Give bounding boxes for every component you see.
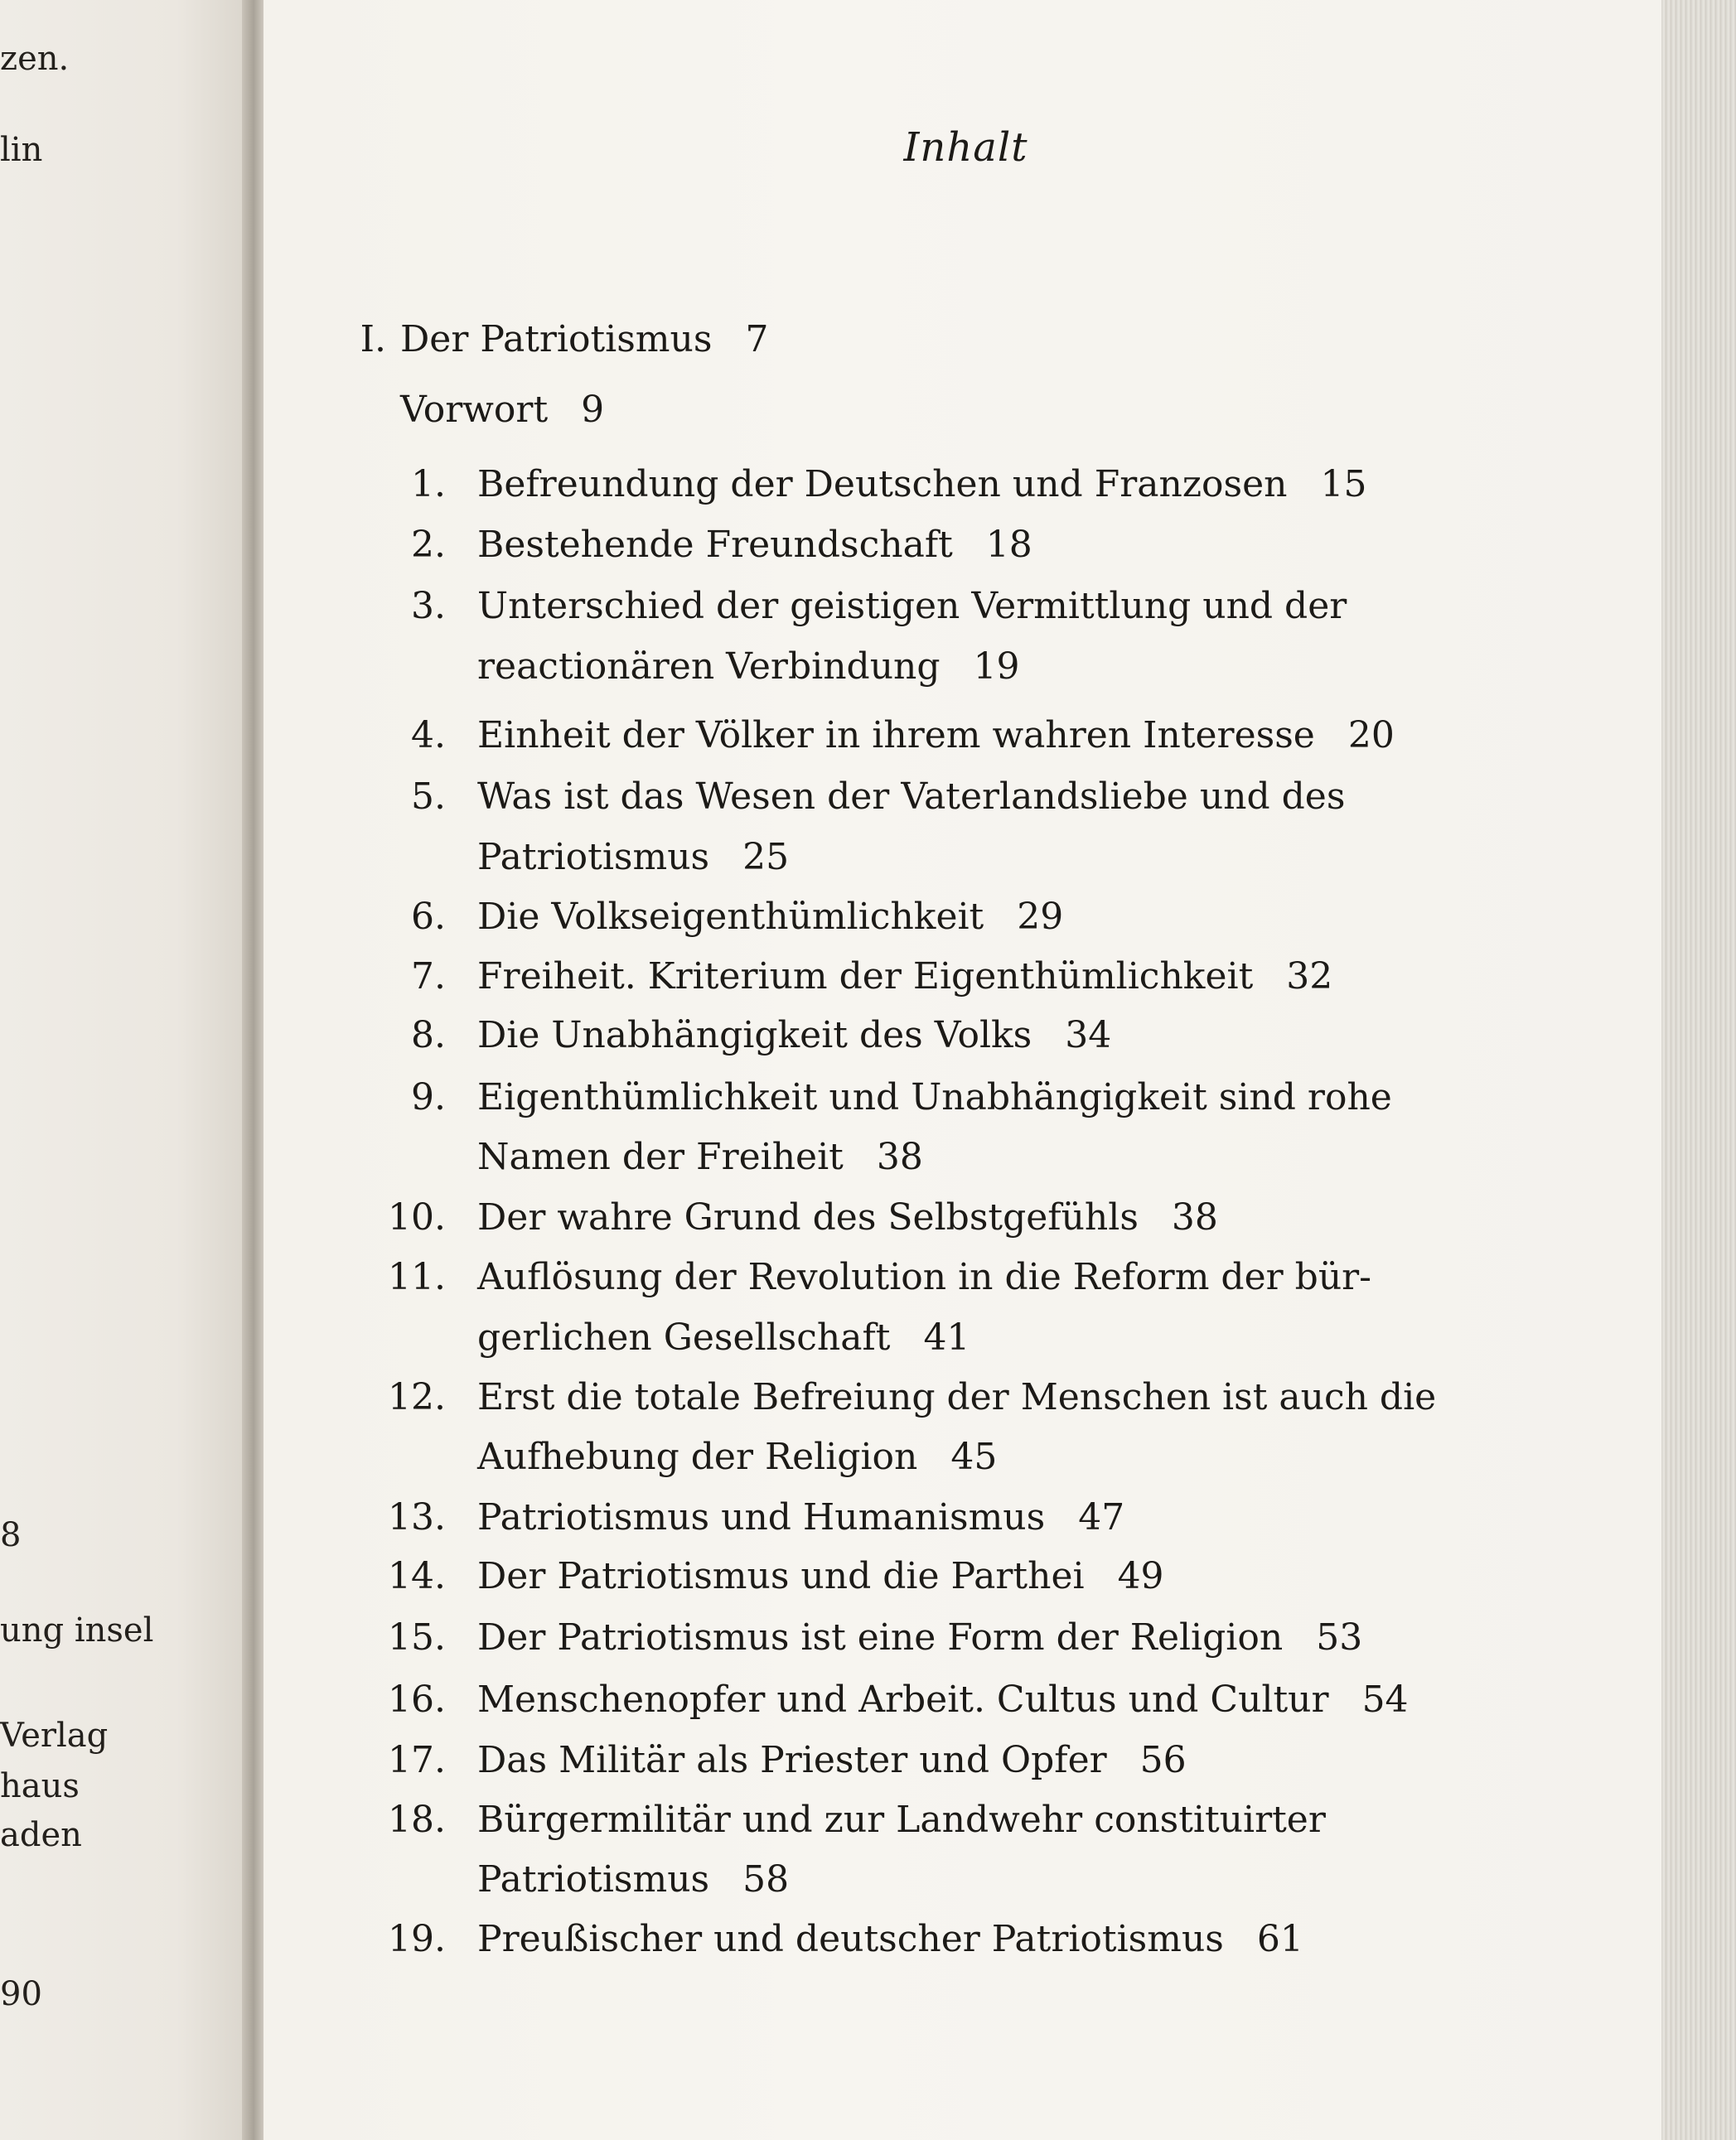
toc-entry-number: 19. <box>388 1918 446 1960</box>
toc-entry-number: 18. <box>388 1799 446 1841</box>
toc-entry-number: 8. <box>411 1014 446 1056</box>
toc-page-number: 49 <box>1117 1555 1164 1597</box>
toc-entry-title: Das Militär als Priester und Opfer <box>477 1739 1107 1781</box>
toc-page-number: 32 <box>1286 955 1333 998</box>
left-fragment: zen. <box>0 40 70 78</box>
page-title: Inhalt <box>903 124 1028 171</box>
toc-entry-title: gerlichen Gesellschaft <box>477 1316 891 1359</box>
left-fragment: lin <box>0 131 43 169</box>
toc-section-number: I. <box>360 318 386 360</box>
toc-entry-title: Eigenthümlichkeit und Unabhängigkeit sind rohe <box>477 1076 1392 1118</box>
toc-entry-title: Befreundung der Deutschen und Franzosen <box>477 463 1288 505</box>
left-fragment: haus <box>0 1767 80 1805</box>
toc-page-number: 29 <box>1017 896 1064 938</box>
left-page <box>0 0 253 2140</box>
right-page <box>264 0 1668 2140</box>
toc-page-number: 61 <box>1256 1918 1303 1960</box>
toc-entry-title: Patriotismus <box>477 1858 710 1901</box>
toc-entry-number: 17. <box>388 1739 446 1781</box>
toc-entry-number: 11. <box>388 1256 446 1298</box>
toc-entry-title: Die Volkseigenthümlichkeit <box>477 896 984 938</box>
toc-entry-title: Patriotismus und Humanismus <box>477 1496 1046 1539</box>
toc-entry-title: Menschenopfer und Arbeit. Cultus und Cultur <box>477 1679 1329 1721</box>
toc-page-number: 38 <box>1171 1196 1218 1239</box>
toc-page-number: 53 <box>1316 1616 1363 1659</box>
toc-entry-number: 13. <box>388 1496 446 1539</box>
toc-entry-title: reactionären Verbindung <box>477 645 941 688</box>
toc-page-number: 15 <box>1320 463 1367 505</box>
toc-page-number: 34 <box>1065 1014 1112 1056</box>
toc-page-number: 41 <box>923 1316 970 1359</box>
toc-page-number: 47 <box>1078 1496 1125 1539</box>
toc-entry-number: 14. <box>388 1555 446 1597</box>
toc-page-number: 9 <box>581 389 605 431</box>
toc-entry-title: Bürgermilitär und zur Landwehr constituirter <box>477 1799 1326 1841</box>
toc-page-number: 38 <box>876 1136 923 1178</box>
toc-page-number: 54 <box>1361 1679 1409 1721</box>
toc-entry-number: 16. <box>388 1679 446 1721</box>
book-gutter <box>242 0 265 2140</box>
toc-page-number: 45 <box>950 1436 998 1478</box>
left-fragment: ung insel <box>0 1611 154 1650</box>
toc-section-title: Der Patriotismus <box>400 318 713 360</box>
page-edges <box>1661 0 1736 2140</box>
toc-page-number: 7 <box>745 318 769 360</box>
toc-entry-title: Die Unabhängigkeit des Volks <box>477 1014 1032 1056</box>
toc-page-number: 56 <box>1139 1739 1187 1781</box>
toc-entry-number: 6. <box>411 896 446 938</box>
toc-entry-number: 12. <box>388 1376 446 1418</box>
left-fragment: aden <box>0 1816 82 1854</box>
toc-entry-title: Erst die totale Befreiung der Menschen ist auch die <box>477 1376 1437 1418</box>
toc-entry-number: 5. <box>411 775 446 818</box>
toc-entry-title: Der Patriotismus und die Parthei <box>477 1555 1085 1597</box>
toc-entry-title: Namen der Freiheit <box>477 1136 844 1178</box>
toc-entry-number: 2. <box>411 524 446 566</box>
toc-entry-number: 4. <box>411 714 446 756</box>
toc-page-number: 20 <box>1347 714 1395 756</box>
left-fragment: 90 <box>0 1975 42 2013</box>
toc-entry-number: 10. <box>388 1196 446 1239</box>
toc-entry-number: 1. <box>411 463 446 505</box>
toc-entry-title: Einheit der Völker in ihrem wahren Interesse <box>477 714 1315 756</box>
toc-page-number: 58 <box>742 1858 790 1901</box>
toc-entry-number: 3. <box>411 585 446 627</box>
toc-page-number: 18 <box>985 524 1032 566</box>
left-fragment: Verlag <box>0 1717 109 1755</box>
toc-vorwort <box>400 381 604 439</box>
toc-entry-title: Bestehende Freundschaft <box>477 524 953 566</box>
toc-entry-title: Preußischer und deutscher Patriotismus <box>477 1918 1224 1960</box>
toc-entry-title: Aufhebung der Religion <box>477 1436 918 1478</box>
toc-entry-number: 15. <box>388 1616 446 1659</box>
toc-entry-number: 9. <box>411 1076 446 1118</box>
toc-page-number: 25 <box>742 836 790 878</box>
left-fragment: 8 <box>0 1516 22 1554</box>
toc-entry-title: Der wahre Grund des Selbstgefühls <box>477 1196 1139 1239</box>
toc-entry-title: Freiheit. Kriterium der Eigenthümlichkeit <box>477 955 1254 998</box>
toc-vorwort-title: Vorwort <box>400 389 549 431</box>
toc-entry-title: Patriotismus <box>477 836 710 878</box>
toc-entry-title: Was ist das Wesen der Vaterlandsliebe und des <box>477 775 1346 818</box>
toc-entry-title: Unterschied der geistigen Vermittlung und der <box>477 585 1347 627</box>
toc-page-number: 19 <box>973 645 1020 688</box>
toc-entry-number: 7. <box>411 955 446 998</box>
toc-entry-title: Auflösung der Revolution in die Reform der bür- <box>477 1256 1372 1298</box>
toc-entry-title: Der Patriotismus ist eine Form der Religion <box>477 1616 1284 1659</box>
